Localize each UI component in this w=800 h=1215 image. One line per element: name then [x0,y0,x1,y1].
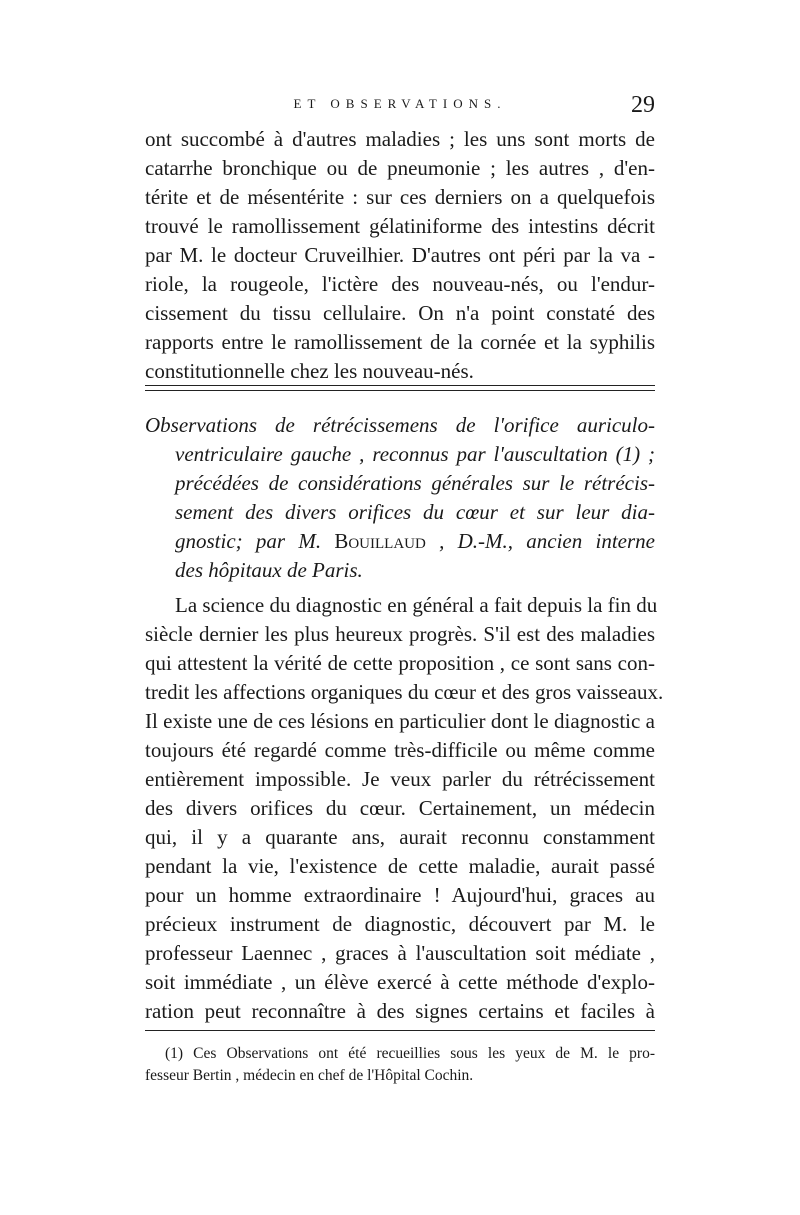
section-rule [145,390,655,391]
title-line: sement des divers orifices du cœur et sur leur dia- [175,500,655,524]
title-text: gnostic; par M. [175,529,335,553]
title-line: des hôpitaux de Paris. [175,558,363,582]
footnote-rule [145,1030,655,1031]
text-line: constitutionnelle chez les nouveau-nés. [145,359,474,383]
text-line: par M. le docteur Cruveilhier. D'autres ont péri par la va - [145,243,655,267]
text-line: riole, la rougeole, l'ictère des nouveau-nés, ou l'endur- [145,272,655,296]
text-line: pour un homme extraordinaire ! Aujourd'hui, graces au [145,883,655,907]
text-line: rapports entre le ramollissement de la cornée et la syphilis [145,330,655,354]
title-line-author [175,528,655,554]
text-line: qui, il y a quarante ans, aurait reconnu constamment [145,825,655,849]
title-line: Observations de rétrécissemens de l'orifice auriculo- [145,413,655,437]
text-line: entièrement impossible. Je veux parler du rétrécissement [145,767,655,791]
text-line: La science du diagnostic en général a fait depuis la fin du [175,593,658,617]
section-rule [145,385,655,386]
text-line: siècle dernier les plus heureux progrès. S'il est des maladies [145,622,655,646]
text-line: professeur Laennec , graces à l'auscultation soit médiate , [145,941,655,965]
text-line: des divers orifices du cœur. Certainement, un médecin [145,796,655,820]
text-line: catarrhe bronchique ou de pneumonie ; les autres , d'en- [145,156,655,180]
title-text: , D.-M., ancien interne [425,529,655,553]
text-line: trouvé le ramollissement gélatiniforme des intestins décrit [145,214,655,238]
text-line: qui attestent la vérité de cette proposition , ce sont sans con- [145,651,655,675]
text-line: cissement du tissu cellulaire. On n'a point constaté des [145,301,655,325]
text-line: Il existe une de ces lésions en particulier dont le diagnostic a [145,709,655,733]
text-line: pendant la vie, l'existence de cette maladie, aurait passé [145,854,655,878]
text-line: térite et de mésentérite : sur ces derniers on a quelquefois [145,185,655,209]
text-line: précieux instrument de diagnostic, découvert par M. le [145,912,655,936]
text-line: toujours été regardé comme très-difficile ou même comme [145,738,655,762]
running-title: ET OBSERVATIONS. [293,96,507,111]
footnote-line: fesseur Bertin , médecin en chef de l'Hôpital Cochin. [145,1067,474,1084]
footnote-line: (1) Ces Observations ont été recueillies sous les yeux de M. le pro- [165,1045,655,1062]
title-line: précédées de considérations générales sur le rétrécis- [175,471,655,495]
text-line: soit immédiate , un élève exercé à cette méthode d'explo- [145,970,655,994]
text-line: tredit les affections organiques du cœur et des gros vaisseaux. [145,680,664,704]
running-head [145,92,655,118]
author-name: Bouillaud [334,529,426,553]
text-line: ont succombé à d'autres maladies ; les uns sont morts de [145,127,655,151]
title-line: ventriculaire gauche , reconnus par l'auscultation (1) ; [175,442,655,466]
text-line: ration peut reconnaître à des signes certains et faciles à [145,999,655,1023]
page-number: 29 [631,92,655,118]
